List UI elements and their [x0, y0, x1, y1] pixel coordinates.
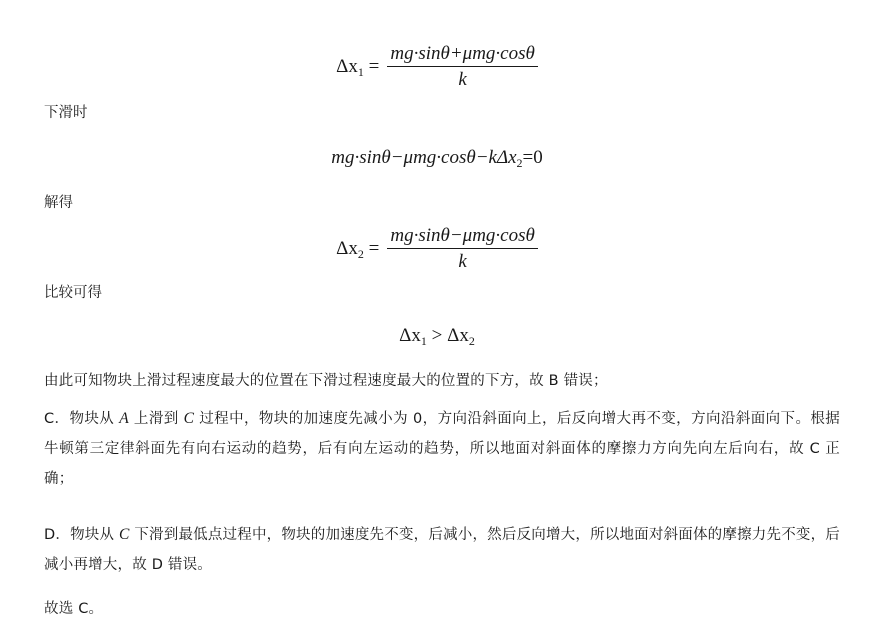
- formula-3-denominator: k: [458, 251, 467, 272]
- formula-1-fraction: [387, 44, 537, 89]
- label-sliding-down: 下滑时: [44, 105, 88, 121]
- label-solve: 解得: [44, 195, 73, 211]
- formula-4-expression: $\Delta x_1 > \Delta x_2$: [399, 325, 475, 348]
- paragraph-answer: 故选 C。: [44, 601, 104, 617]
- paragraph-option-c: C．物块从 A 上滑到 C 过程中，物块的加速度先减小为 0，方向沿斜面向上，后反向增大再不变，方向沿斜面向下。根据牛顿第三定律斜面先有向右运动的趋势，后有向左运动的趋势，所以地面对斜面体的摩擦力方向先向左后向右，故 C 正确；: [44, 410, 840, 487]
- formula-delta-x1: [0, 44, 874, 89]
- formula-1-lhs: $\Delta x_1$ =: [336, 56, 380, 79]
- formula-1-numerator: mg·sinθ+μmg·cosθ: [390, 43, 535, 64]
- formula-3-fraction: [387, 226, 537, 271]
- formula-3-lhs: $\Delta x_2$ =: [336, 238, 380, 261]
- formula-force-balance: [0, 147, 874, 170]
- formula-3-numerator: mg·sinθ−μmg·cosθ: [390, 225, 535, 246]
- paragraph-option-d: D．物块从 C 下滑到最低点过程中，物块的加速度先不变，后减小，然后反向增大，所以地面对斜面体的摩擦力先不变，后减小再增大，故 D 错误。: [44, 526, 840, 573]
- paragraph-option-b: 由此可知物块上滑过程速度最大的位置在下滑过程速度最大的位置的下方，故 B 错误；: [44, 373, 608, 389]
- formula-1-denominator: k: [458, 69, 467, 90]
- formula-comparison: [0, 325, 874, 348]
- formula-2-expression: mg·sinθ−μmg·cosθ−kΔx$_2$=0: [331, 147, 543, 170]
- label-compare: 比较可得: [44, 285, 102, 301]
- formula-delta-x2: [0, 226, 874, 271]
